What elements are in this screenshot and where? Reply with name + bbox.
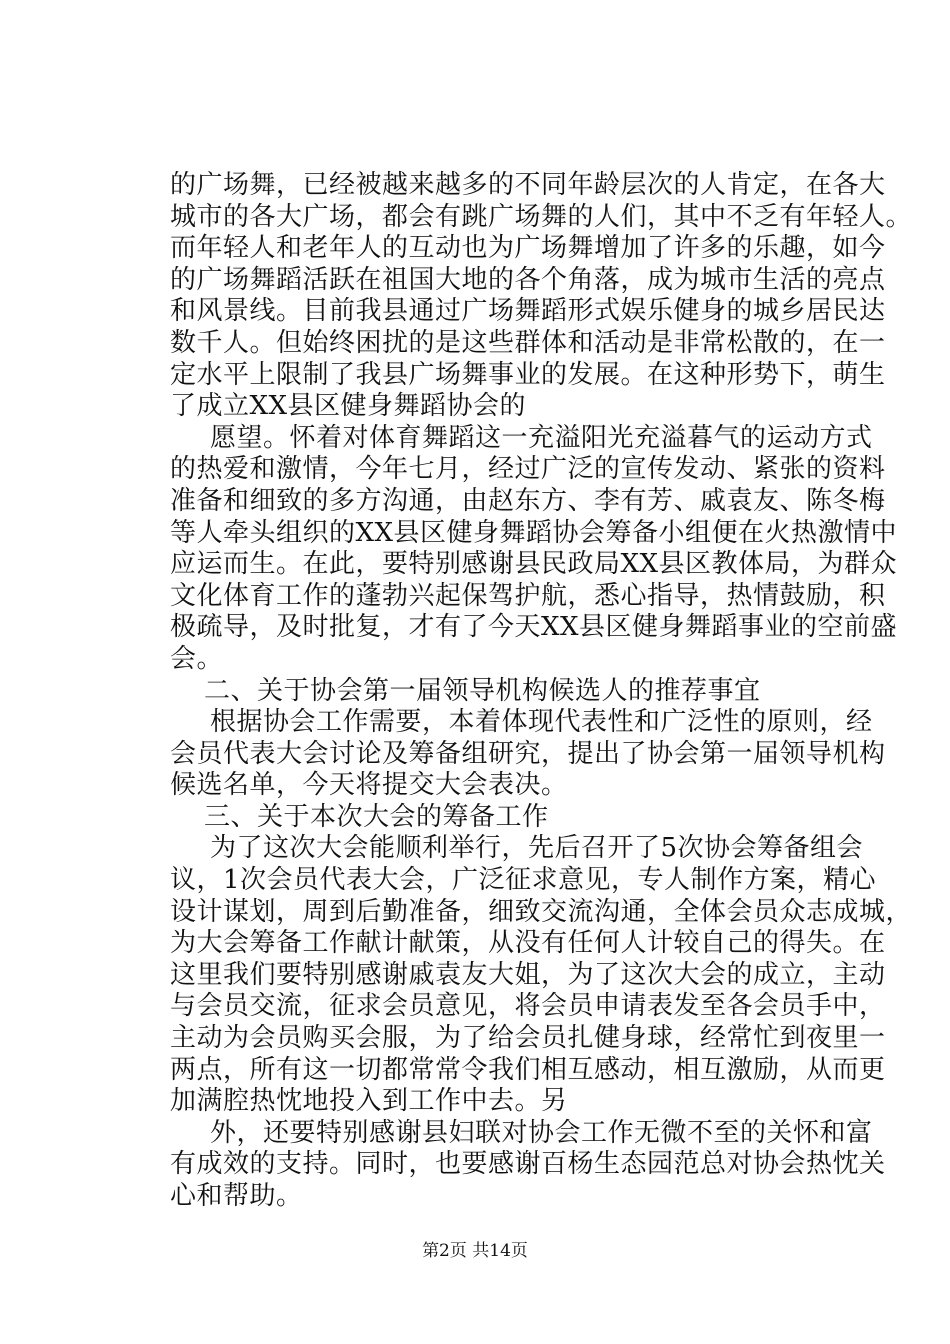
text-line: 文化体育工作的蓬勃兴起保驾护航，悉心指导，热情鼓励，积 [170,580,886,611]
text-line: 的广场舞蹈活跃在祖国大地的各个角落，成为城市生活的亮点 [170,264,886,295]
text-line: 这里我们要特别感谢戚袁友大姐，为了这次大会的成立，主动 [170,959,886,990]
page-number: 第2页 共14页 [422,1241,528,1261]
text-line: 与会员交流，征求会员意见，将会员申请表发至各会员手中， [170,991,886,1022]
text-line: 设计谋划，周到后勤准备，细致交流沟通，全体会员众志成城， [170,896,913,927]
document-body [170,170,913,1213]
text-line: 和风景线。目前我县通过广场舞蹈形式娱乐健身的城乡居民达 [170,296,886,327]
text-line: 会。 [170,643,224,674]
text-line: 的热爱和激情，今年七月，经过广泛的宣传发动、紧张的资料 [170,454,886,485]
text-line: 等人牵头组织的XX县区健身舞蹈协会筹备小组便在火热激情中 [170,517,898,548]
text-line: 两点，所有这一切都常常令我们相互感动，相互激励，从而更 [170,1054,886,1085]
text-line: 心和帮助。 [170,1181,303,1211]
text-line: 应运而生。在此，要特别感谢县民政局XX县区教体局，为群众 [170,549,898,580]
text-line: 极疏导，及时批复，才有了今天XX县区健身舞蹈事业的空前盛 [170,612,898,643]
text-line: 议，1次会员代表大会，广泛征求意见，专人制作方案，精心 [170,865,877,896]
paragraph-start-line: 为了这次大会能顺利举行，先后召开了5次协会筹备组会 [210,833,864,864]
paragraph-start-line: 愿望。怀着对体育舞蹈这一充溢阳光充溢暮气的运动方式 [210,422,873,453]
text-line: 候选名单，今天将提交大会表决。 [170,770,568,801]
text-line: 定水平上限制了我县广场舞事业的发展。在这种形势下，萌生 [170,359,886,390]
text-line: 为大会筹备工作献计献策，从没有任何人计较自己的得失。在 [170,928,886,959]
text-line: 会员代表大会讨论及筹备组研究，提出了协会第一届领导机构 [170,738,886,769]
text-line: 数千人。但始终困扰的是这些群体和活动是非常松散的，在一 [170,327,886,358]
text-line: 有成效的支持。同时，也要感谢百杨生态园范总对协会热忱关 [170,1149,886,1180]
text-line: 城市的各大广场，都会有跳广场舞的人们，其中不乏有年轻人。 [170,201,913,232]
paragraph-start-line: 外，还要特别感谢县妇联对协会工作无微不至的关怀和富 [210,1117,873,1148]
text-line: 而年轻人和老年人的互动也为广场舞增加了许多的乐趣，如今 [170,233,886,264]
text-line: 的广场舞，已经被越来越多的不同年龄层次的人肯定，在各大 [170,170,886,200]
text-line: 准备和细致的多方沟通，由赵东方、李有芳、戚袁友、陈冬梅 [170,485,886,516]
section-heading: 三、关于本次大会的筹备工作 [204,801,549,832]
paragraph-start-line: 根据协会工作需要，本着体现代表性和广泛性的原则，经 [210,707,873,738]
section-heading: 二、关于协会第一届领导机构候选人的推荐事宜 [204,675,761,706]
page-footer [0,1240,950,1262]
text-line: 加满腔热忱地投入到工作中去。另 [170,1086,568,1117]
text-line: 主动为会员购买会服，为了给会员扎健身球，经常忙到夜里一 [170,1023,886,1054]
text-line: 了成立XX县区健身舞蹈协会的 [170,391,527,422]
